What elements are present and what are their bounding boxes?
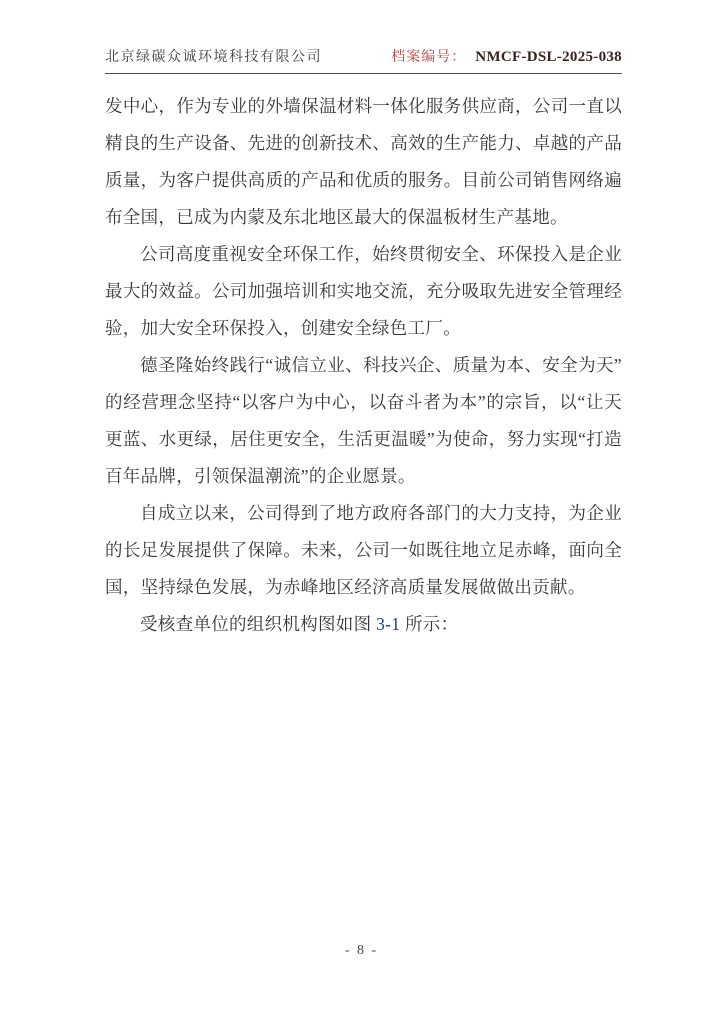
figure-reference-link[interactable]: 3-1: [376, 614, 401, 634]
body-paragraph-1: 发中心，作为专业的外墙保温材料一体化服务供应商，公司一直以精良的生产设备、先进的创新技术、高效的生产能力、卓越的产品质量，为客户提供高质的产品和优质的服务。目前公司销售网络遍布全国，已成为内蒙及东北地区最大的保温板材生产基地。: [105, 96, 622, 227]
figure-line-text-after: 所示：: [400, 614, 459, 634]
archive-field: [391, 46, 622, 66]
page-header: [105, 46, 622, 74]
body-paragraph-4: 自成立以来，公司得到了地方政府各部门的大力支持，为企业的长足发展提供了保障。未来，公司一如既往地立足赤峰，面向全国，坚持绿色发展，为赤峰地区经济高质量发展做做出贡献。: [105, 503, 622, 597]
body-paragraph-3: 德圣隆始终践行“诚信立业、科技兴企、质量为本、安全为天”的经营理念坚持“以客户为中心，以奋斗者为本”的宗旨，以“让天更蓝、水更绿，居住更安全，生活更温暖”为使命，努力实现“打造百年品牌，引领保温潮流”的企业愿景。: [105, 355, 622, 486]
figure-line-text-before: 受核查单位的组织机构图如图: [140, 614, 377, 634]
archive-number-value: NMCF-DSL-2025-038: [475, 49, 622, 65]
archive-number-label: 档案编号：: [391, 50, 467, 65]
page-footer: [0, 941, 723, 959]
company-name: 北京绿碳众诚环境科技有限公司: [105, 50, 322, 65]
document-body: [105, 88, 622, 643]
page-number: - 8 -: [344, 943, 379, 958]
body-paragraph-2: 公司高度重视安全环保工作，始终贯彻安全、环保投入是企业最大的效益。公司加强培训和实地交流，充分吸取先进安全管理经验，加大安全环保投入，创建安全绿色工厂。: [105, 244, 622, 338]
body-paragraph-figure-line: [105, 606, 622, 643]
